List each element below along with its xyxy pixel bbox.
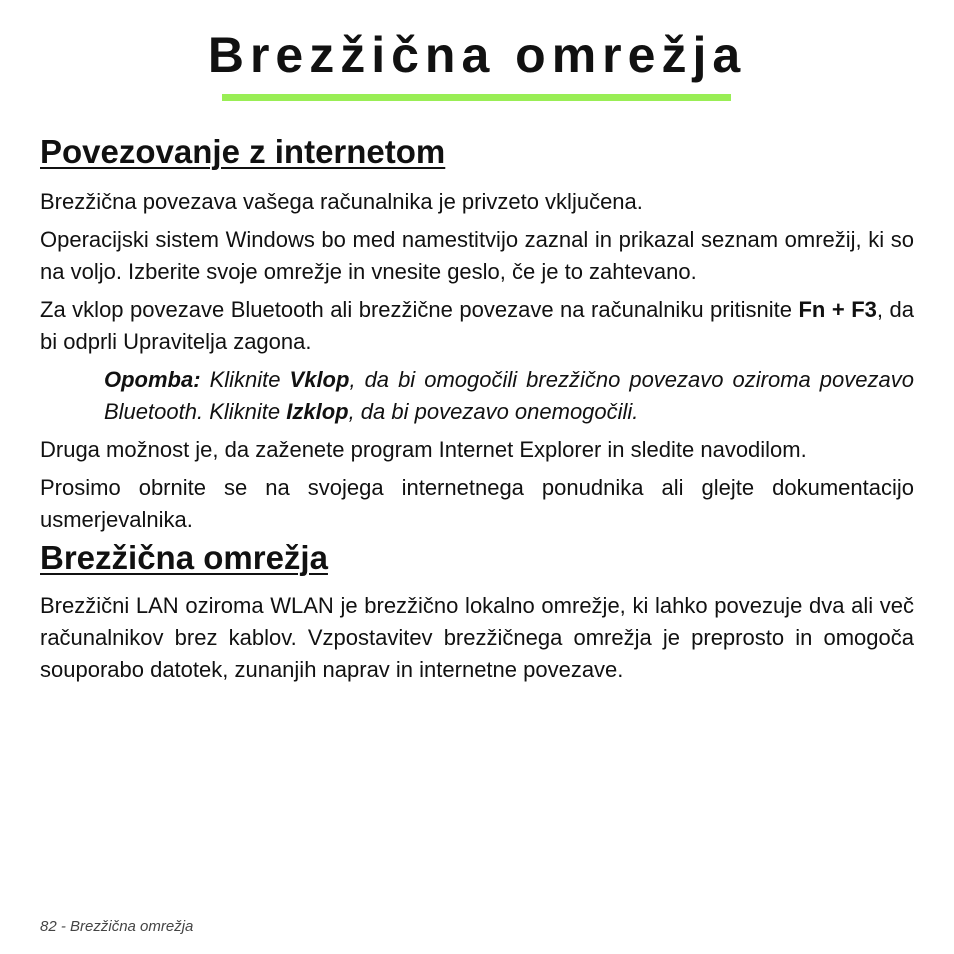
title-underline-bar (222, 94, 731, 101)
section-heading-wireless-networks: Brezžična omrežja (40, 539, 328, 576)
section-heading-internet: Povezovanje z internetom (40, 133, 446, 170)
text-segment: Kliknite (200, 367, 290, 392)
note-box (104, 364, 914, 428)
keyboard-shortcut: Fn + F3 (798, 297, 877, 322)
paragraph-windows-networks: Operacijski sistem Windows bo med namestitvijo zaznal in prikazal seznam omrežij, ki so na voljo. Izberite svoje omrežje in vnesite geslo, če je to zahtevano. (40, 227, 914, 284)
paragraph-contact-provider: Prosimo obrnite se na svojega internetnega ponudnika ali glejte dokumentacijo usmerjevalnika. (40, 475, 914, 532)
note-keyword-on: Vklop (289, 367, 350, 392)
text-segment: Za vklop povezave Bluetooth ali brezžične povezave na računalniku pritisnite (40, 297, 799, 322)
note-keyword-off: Izklop (286, 399, 349, 424)
text-segment: , da bi omogočili brezžično povezavo oziroma povezavo Bluetooth. Kliknite (104, 367, 914, 424)
note-label: Opomba: (104, 367, 201, 392)
page-footer: 82 - Brezžična omrežja (40, 918, 194, 935)
paragraph-internet-explorer: Druga možnost je, da zaženete program Internet Explorer in sledite navodilom. (40, 437, 807, 462)
paragraph-wlan-description: Brezžični LAN oziroma WLAN je brezžično lokalno omrežje, ki lahko povezuje dva ali več računalnikov brez kablov. Vzpostavitev brezžičnega omrežja je preprosto in omogoča souporabo datotek, zunanjih naprav in internetne povezave. (40, 593, 914, 682)
text-segment: , da bi odprli Upravitelja zagona. (40, 297, 914, 354)
page-title: Brezžična omrežja (207, 27, 747, 83)
paragraph-bluetooth-toggle (40, 294, 914, 358)
paragraph-wireless-default: Brezžična povezava vašega računalnika je privzeto vključena. (40, 189, 643, 214)
text-segment: , da bi povezavo onemogočili. (348, 399, 639, 424)
main-content (40, 130, 914, 686)
